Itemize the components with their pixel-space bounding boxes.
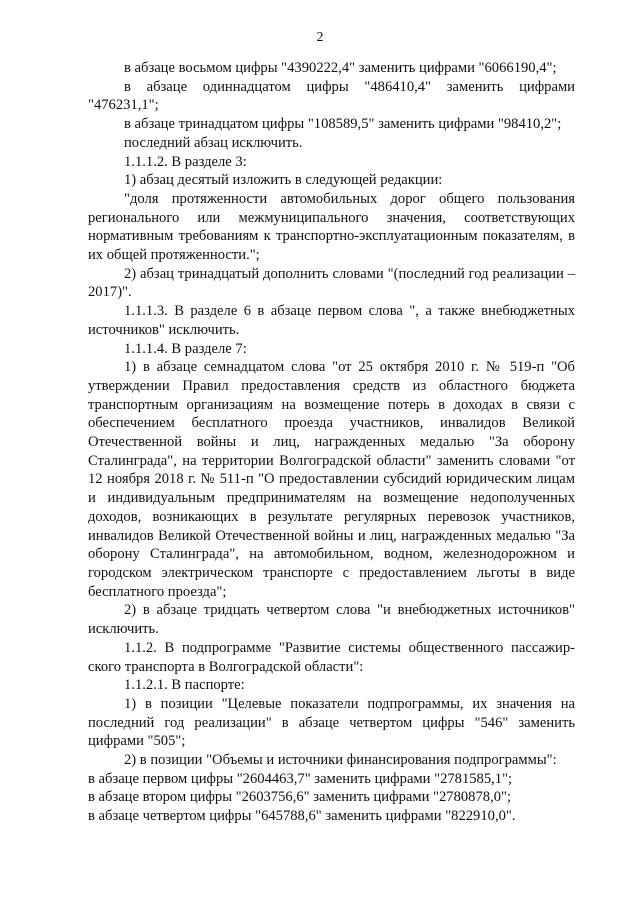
section-heading: 1.1.2. В подпрограмме "Развитие системы общественного пассажир-ского транспорта в Волгоградской области": [88,639,575,675]
paragraph: в абзаце восьмом цифры "4390222,4" заменить цифрами "6066190,4"; [124,60,557,76]
paragraph: в абзаце тринадцатом цифры "108589,5" заменить цифрами "98410,2"; [124,116,562,133]
paragraph: в абзаце втором цифры "2603756,6" заменить цифрами "2780878,0"; [88,789,512,806]
paragraph: 1) в абзаце семнадцатом слова "от 25 октября 2010 г. № 519-п "Об утверждении Правил предоставления средств из областного бюджета транспортным организациям на возмещение потерь в доходах в связи с обеспечением бесплатного проезда участников, инвалидов Великой Отечественной войны и лиц, награжденных медалью "За оборону Сталинграда", на территории Волгоградской области" заменить словами "от 12 ноября 2018 г. № 511-п "О предоставлении субсидий юридическим лицам и индивидуальным предпринимателям на возмещение недополученных доходов, возникающих в результате регулярных перевозок участников, инвалидов Великой Отечественной войны и лиц, награжденных медалью "За оборону Сталинграда", на автомобильном, водном, железнодорожном и городском электрическом транспорте с предоставлением льготы в виде бесплатного проезда"; [88,359,575,600]
paragraph: в абзаце одиннадцатом цифры "486410,4" заменить цифрами "476231,1"; [88,78,575,114]
section-heading: 1.1.1.4. В разделе 7: [124,340,247,357]
page-number: 2 [316,30,324,45]
quoted-paragraph: "доля протяженности автомобильных дорог общего пользования регионального или межмуниципального значения, соответствующих нормативным требованиям к транспортно-эксплуатационным показателям, в их общей протяженности."; [88,190,575,264]
section-heading: 1.1.2.1. В паспорте: [124,677,245,694]
paragraph: 1) в позиции "Целевые показатели подпрограммы, их значения на последний год реализации" в абзаце четвертом цифры "546" заменить цифрами "505"; [88,695,575,750]
paragraph: 2) абзац тринадцатый дополнить словами "(последний год реализации – 2017)". [88,265,575,301]
paragraph: последний абзац исключить. [124,134,303,151]
paragraph: в абзаце первом цифры "2604463,7" заменить цифрами "2781585,1"; [88,770,513,787]
paragraph: 2) в абзаце тридцать четвертом слова "и внебюджетных источников" исключить. [88,602,575,638]
document-body [88,59,575,826]
paragraph: 2) в позиции "Объемы и источники финансирования подпрограммы": [124,752,557,769]
paragraph: в абзаце четвертом цифры "645788,6" заменить цифрами "822910,0". [88,808,516,825]
section-heading: 1.1.1.3. В разделе 6 в абзаце первом слова ", а также внебюджетных источников" исключить. [88,303,575,338]
paragraph: 1) абзац десятый изложить в следующей редакции: [124,172,443,189]
section-heading: 1.1.1.2. В разделе 3: [124,153,247,170]
